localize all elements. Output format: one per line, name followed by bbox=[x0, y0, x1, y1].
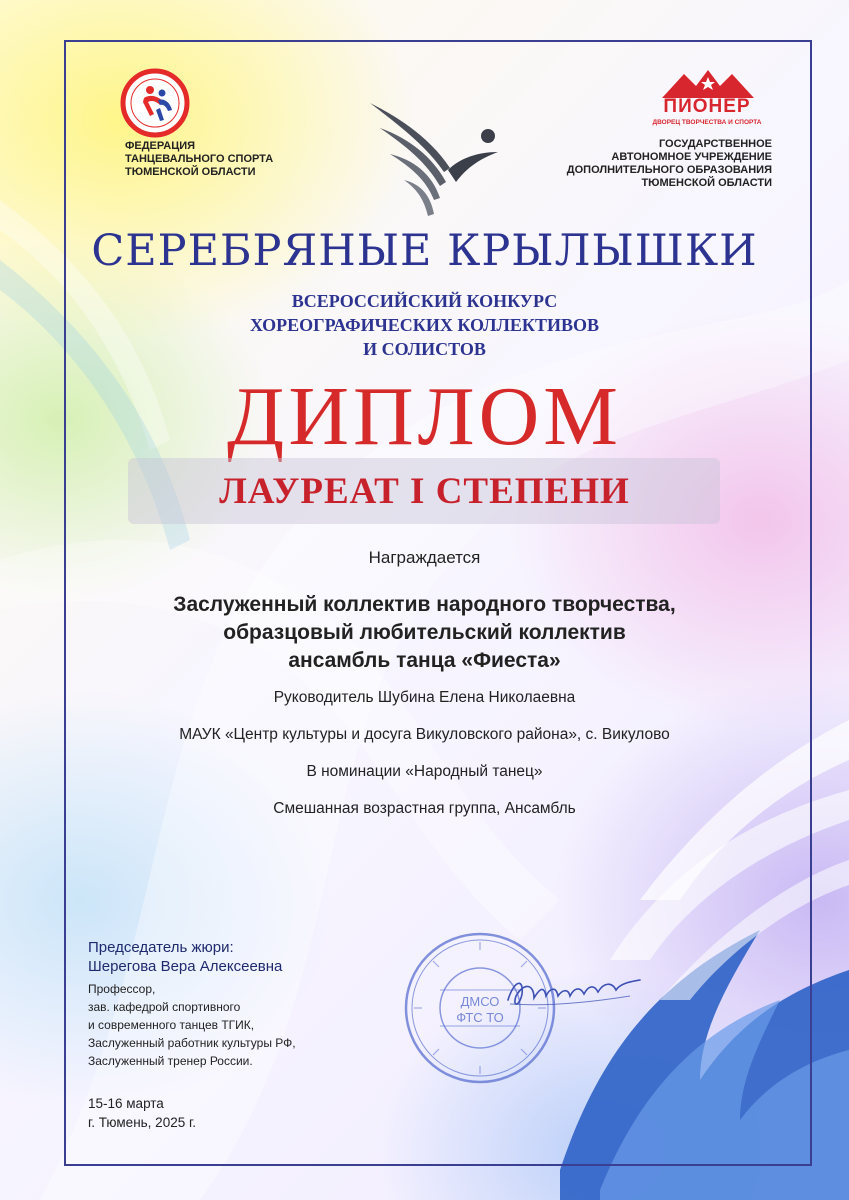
right-org-line: ГОСУДАРСТВЕННОЕ bbox=[658, 138, 772, 150]
left-org-line: ТАНЦЕВАЛЬНОГО СПОРТА bbox=[125, 153, 274, 165]
pioneer-brand-sub: ДВОРЕЦ ТВОРЧЕСТВА И СПОРТА bbox=[652, 119, 762, 126]
recipient-line: образцовый любительский коллектив bbox=[223, 621, 626, 644]
recipient-line: ансамбль танца «Фиеста» bbox=[288, 649, 561, 672]
laureate-label: ЛАУРЕАТ I СТЕПЕНИ bbox=[219, 471, 630, 512]
contest-line: ВСЕРОССИЙСКИЙ КОНКУРС bbox=[291, 291, 558, 311]
jury-block bbox=[88, 938, 282, 976]
credit-line: зав. кафедрой спортивного bbox=[88, 1000, 241, 1014]
credit-line: Профессор, bbox=[88, 982, 156, 996]
institution-line: МАУК «Центр культуры и досуга Викуловского района», с. Викулово bbox=[179, 726, 670, 743]
leader-line: Руководитель Шубина Елена Николаевна bbox=[273, 689, 576, 706]
nomination-line: В номинации «Народный танец» bbox=[306, 763, 543, 780]
date-block bbox=[88, 1094, 196, 1132]
awarded-label: Награждается bbox=[368, 548, 481, 567]
date-line: г. Тюмень, 2025 г. bbox=[88, 1115, 196, 1130]
wing-dancer-icon bbox=[360, 98, 510, 228]
left-org-line: ТЮМЕНСКОЙ ОБЛАСТИ bbox=[125, 166, 256, 178]
contest-line: ХОРЕОГРАФИЧЕСКИХ КОЛЛЕКТИВОВ bbox=[250, 315, 599, 335]
right-org-line: ДОПОЛНИТЕЛЬНОГО ОБРАЗОВАНИЯ bbox=[566, 164, 772, 176]
left-org-name bbox=[125, 140, 325, 179]
jury-credits bbox=[88, 980, 296, 1070]
left-org-line: ФЕДЕРАЦИЯ bbox=[125, 140, 196, 152]
event-title: СЕРЕБРЯНЫЕ КРЫЛЫШКИ bbox=[91, 226, 758, 276]
pioneer-mountain-star-logo-icon bbox=[662, 68, 754, 98]
jury-title: Председатель жюри: bbox=[88, 939, 234, 956]
pioneer-brand: ПИОНЕР bbox=[663, 96, 751, 117]
svg-text:ДМСО: ДМСО bbox=[460, 994, 500, 1009]
dance-federation-logo-icon bbox=[120, 68, 190, 138]
credit-line: Заслуженный работник культуры РФ, bbox=[88, 1036, 296, 1050]
date-line: 15-16 марта bbox=[88, 1096, 164, 1111]
right-org-name bbox=[540, 138, 772, 190]
right-org-line: ТЮМЕНСКОЙ ОБЛАСТИ bbox=[641, 177, 772, 189]
recipient-line: Заслуженный коллектив народного творчества, bbox=[173, 593, 676, 616]
credit-line: Заслуженный тренер России. bbox=[88, 1054, 253, 1068]
group-line: Смешанная возрастная группа, Ансамбль bbox=[273, 800, 576, 817]
right-org-line: АВТОНОМНОЕ УЧРЕЖДЕНИЕ bbox=[611, 151, 772, 163]
diploma-heading: ДИПЛОМ bbox=[227, 370, 622, 463]
contest-line: И СОЛИСТОВ bbox=[363, 339, 486, 359]
handwritten-signature-icon bbox=[500, 960, 650, 1020]
jury-name: Шерегова Вера Алексеевна bbox=[88, 958, 283, 975]
svg-text:ФТС ТО: ФТС ТО bbox=[456, 1010, 504, 1025]
credit-line: и современного танцев ТГИК, bbox=[88, 1018, 255, 1032]
